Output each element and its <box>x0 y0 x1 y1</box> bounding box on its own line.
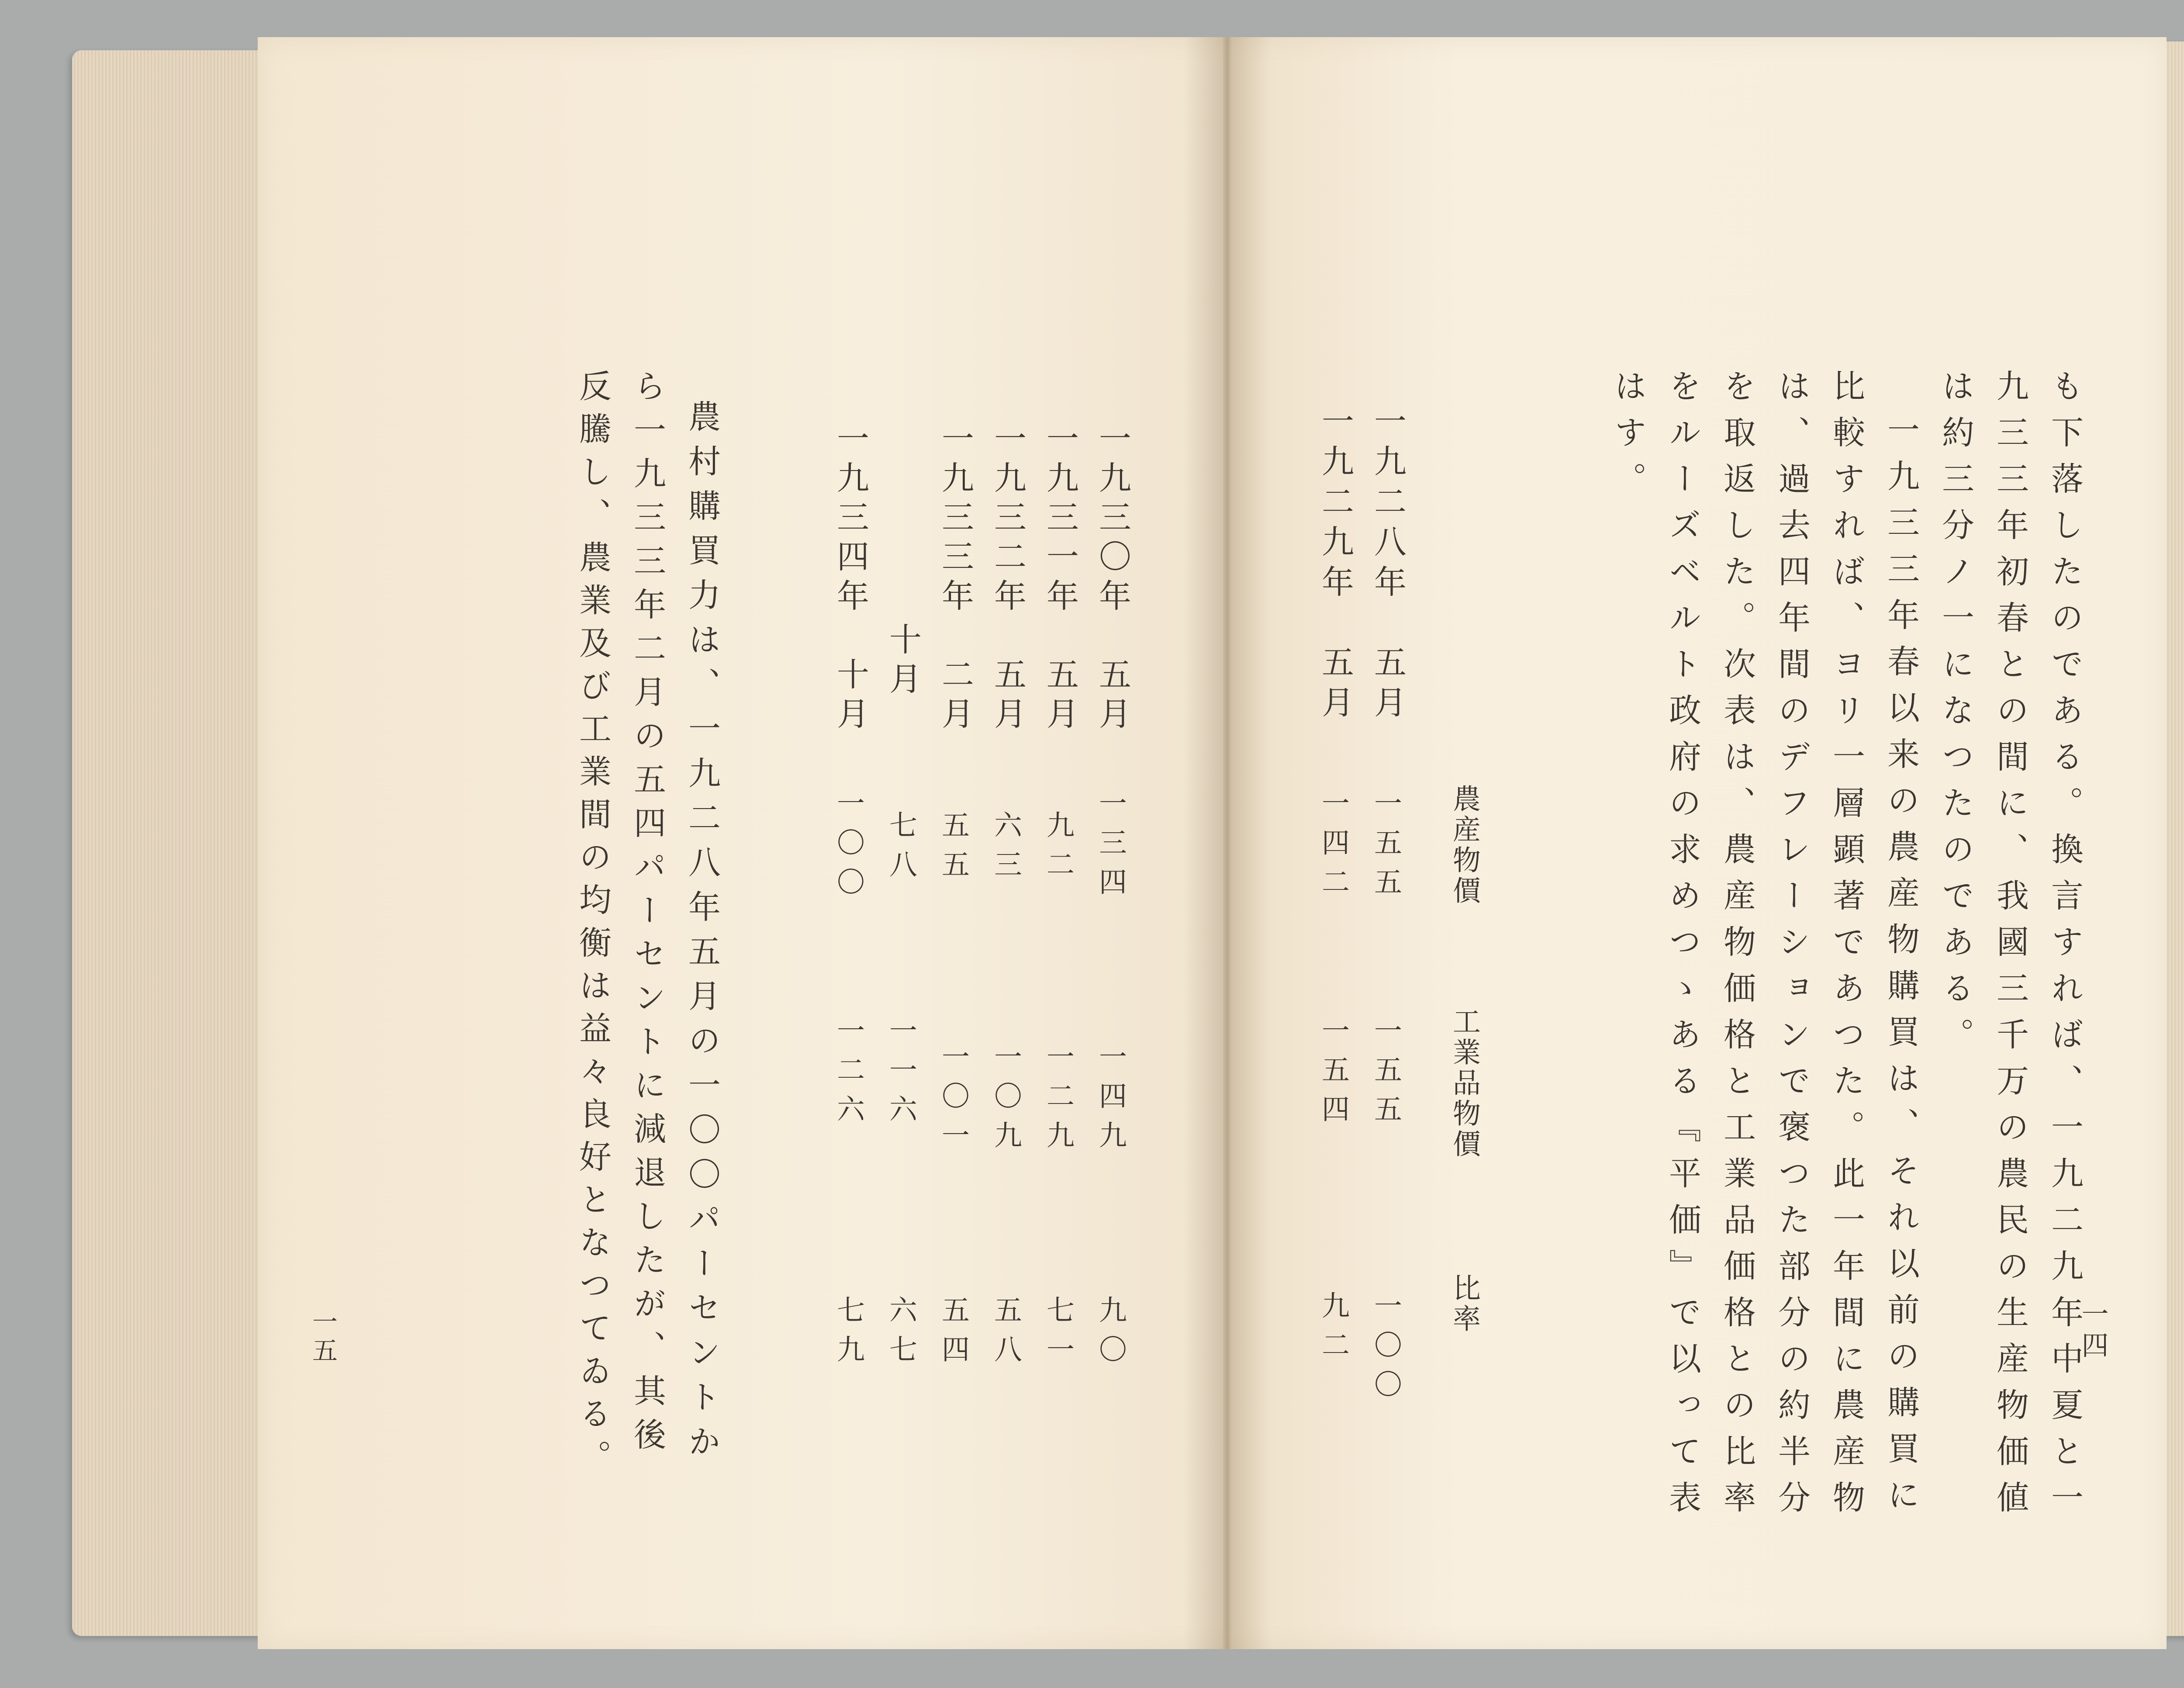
right-page-number: 一四 <box>2077 1300 2109 1363</box>
left-page-edges <box>72 50 264 1636</box>
table-cell-agri: 九二 <box>1042 810 1074 889</box>
table-cell-ratio: 九〇 <box>1094 1295 1127 1374</box>
paragraph-line: を取返した。次表は、農産物価格と工業品価格との比率 <box>1718 369 1756 1527</box>
table-cell-ratio: 七一 <box>1042 1295 1074 1374</box>
table-cell-ratio: 一〇〇 <box>1369 1291 1402 1409</box>
table-header-ind: 工業品物價 <box>1448 1007 1480 1160</box>
table-cell-ind: 一二九 <box>1042 1042 1074 1160</box>
table-row-period: 一九二八年 五月 <box>1369 404 1406 726</box>
table-cell-ind: 一五四 <box>1317 1016 1349 1134</box>
paragraph-line: 比較すれば、ヨリ一層顕著であつた。此一年間に農産物 <box>1828 369 1865 1527</box>
table-cell-ind: 一一六 <box>885 1016 917 1134</box>
table-row-period: 一九二九年 五月 <box>1317 404 1354 726</box>
table-header-agri: 農産物價 <box>1448 784 1480 906</box>
paragraph-line: 九三三年初春との間に、我國三千万の農民の生産物価値 <box>1991 369 2029 1527</box>
book-gutter <box>1184 37 1271 1649</box>
table-cell-agri: 七八 <box>885 810 917 889</box>
table-cell-ind: 一〇一 <box>937 1042 969 1160</box>
table-cell-agri: 一〇〇 <box>832 789 864 906</box>
table-cell-agri: 六三 <box>989 810 1022 889</box>
paragraph-line: は約三分ノ一になつたのである。 <box>1937 369 1974 1064</box>
paragraph-line: も下落したのである。換言すれば、一九二九年中夏と一 <box>2046 369 2084 1527</box>
paragraph-line: 一九三三年春以来の農産物購買は、それ以前の購買に <box>1882 413 1920 1524</box>
table-row-period: 一九三一年 五月 <box>1041 422 1079 736</box>
table-cell-ind: 一〇九 <box>989 1042 1022 1160</box>
table-cell-ind: 一五五 <box>1369 1016 1402 1134</box>
table-cell-agri: 五五 <box>937 810 969 889</box>
paragraph-line: は、過去四年間のデフレーションで褒つた部分の約半分 <box>1773 369 1811 1527</box>
table-cell-ratio: 九二 <box>1317 1291 1349 1370</box>
left-page <box>258 37 1302 1649</box>
table-cell-ratio: 六七 <box>885 1295 917 1374</box>
open-book <box>66 37 2184 1649</box>
table-cell-agri: 一五五 <box>1369 789 1402 906</box>
table-cell-ratio: 七九 <box>832 1295 864 1374</box>
paragraph-line: ら一九三三年二月の五四パーセントに減退したが、其後 <box>629 369 666 1461</box>
left-page-number: 一五 <box>308 1308 338 1366</box>
table-cell-ratio: 五八 <box>989 1295 1022 1374</box>
table-row-period: 一九三四年 十月 <box>832 422 869 736</box>
paragraph-line: 農村購買力は、一九二八年五月の一〇〇パーセントか <box>683 400 721 1469</box>
table-cell-agri: 一四二 <box>1317 789 1349 906</box>
table-header-ratio: 比率 <box>1448 1273 1480 1335</box>
paragraph-line: はす。 <box>1609 369 1647 508</box>
table-cell-ind: 一四九 <box>1094 1042 1127 1160</box>
table-cell-ind: 一二六 <box>832 1016 864 1134</box>
table-row-period: 一九三三年 二月 <box>936 422 974 736</box>
table-cell-ratio: 五四 <box>937 1295 969 1374</box>
paragraph-line: をルーズベルト政府の求めつゝある『平価』で以って表 <box>1664 369 1701 1527</box>
table-row-period: 十月 <box>884 623 922 701</box>
table-row-period: 一九三〇年 五月 <box>1094 422 1131 736</box>
table-cell-agri: 一三四 <box>1094 789 1127 906</box>
table-row-period: 一九三二年 五月 <box>989 422 1026 736</box>
paragraph-line: 反騰し、農業及び工業間の均衡は益々良好となつてゐる。 <box>574 369 612 1482</box>
